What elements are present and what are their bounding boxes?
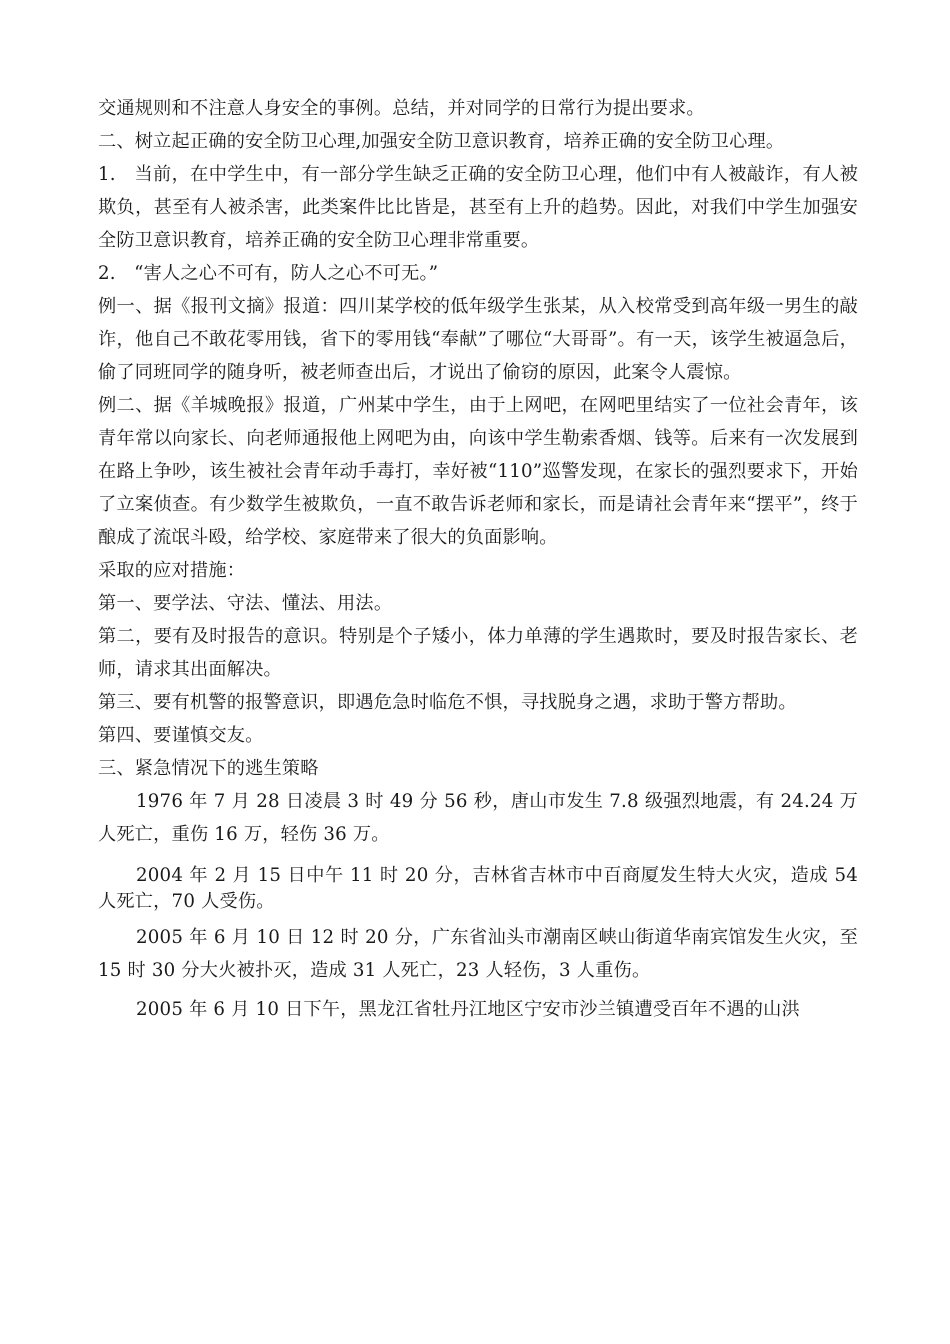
paragraph-item-2: 2. “害人之心不可有，防人之心不可无。” — [98, 263, 439, 284]
paragraph-measure-4: 第四、要谨慎交友。 — [98, 725, 264, 746]
paragraph-measures-heading: 采取的应对措施： — [98, 560, 246, 581]
section-heading-2: 二、树立起正确的安全防卫心理,加强安全防卫意识教育，培养正确的安全防卫心理。 — [98, 131, 785, 152]
paragraph-measure-2: 第二，要有及时报告的意识。特别是个子矮小，体力单薄的学生遇欺时，要及时报告家长、老师，请求其出面解决。 — [98, 626, 858, 680]
paragraph-example-2: 例二、据《羊城晚报》报道，广州某中学生，由于上网吧，在网吧里结实了一位社会青年，该青年常以向家长、向老师通报他上网吧为由，向该中学生勒索香烟、钱等。后来有一次发展到在路上争吵，该生被社会青年动手毒打，幸好被“110”巡警发现，在家长的强烈要求下，开始了立案侦查。有少数学生被欺负，一直不敢告诉老师和家长，而是请社会青年来“摆平”，终于酿成了流氓斗殴，给学校、家庭带来了很大的负面影响。 — [98, 395, 858, 548]
paragraph-item-1: 1. 当前，在中学生中，有一部分学生缺乏正确的安全防卫心理，他们中有人被敲诈，有人被欺负，甚至有人被杀害，此类案件比比皆是，甚至有上升的趋势。因此，对我们中学生加强安全防卫意识教育，培养正确的安全防卫心理非常重要。 — [98, 164, 858, 251]
document-page — [98, 92, 858, 1026]
paragraph-shantou-fire: 2005 年 6 月 10 日 12 时 20 分，广东省汕头市潮南区峡山街道华南宾馆发生火灾，至 15 时 30 分大火被扑灭，造成 31 人死亡，23 人轻伤，3 人重伤。 — [98, 927, 858, 981]
paragraph-heilongjiang-flood: 2005 年 6 月 10 日下午，黑龙江省牡丹江地区宁安市沙兰镇遭受百年不遇的山洪 — [136, 999, 800, 1020]
paragraph-measure-3: 第三、要有机警的报警意识，即遇危急时临危不惧，寻找脱身之遇，求助于警方帮助。 — [98, 692, 797, 713]
paragraph-tangshan-earthquake: 1976 年 7 月 28 日凌晨 3 时 49 分 56 秒，唐山市发生 7.8 级强烈地震，有 24.24 万人死亡，重伤 16 万，轻伤 36 万。 — [98, 791, 858, 845]
paragraph-traffic-summary: 交通规则和不注意人身安全的事例。总结，并对同学的日常行为提出要求。 — [98, 98, 705, 119]
paragraph-jilin-fire: 2004 年 2 月 15 日中午 11 时 20 分，吉林省吉林市中百商厦发生特大火灾，造成 54 人死亡，70 人受伤。 — [98, 865, 858, 912]
section-heading-3: 三、紧急情况下的逃生策略 — [98, 758, 319, 779]
paragraph-example-1: 例一、据《报刊文摘》报道：四川某学校的低年级学生张某，从入校常受到高年级一男生的敲诈，他自己不敢花零用钱，省下的零用钱“奉献”了哪位“大哥哥”。有一天，该学生被逼急后，偷了同班同学的随身听，被老师查出后，才说出了偷窃的原因，此案令人震惊。 — [98, 296, 858, 383]
paragraph-measure-1: 第一、要学法、守法、懂法、用法。 — [98, 593, 393, 614]
